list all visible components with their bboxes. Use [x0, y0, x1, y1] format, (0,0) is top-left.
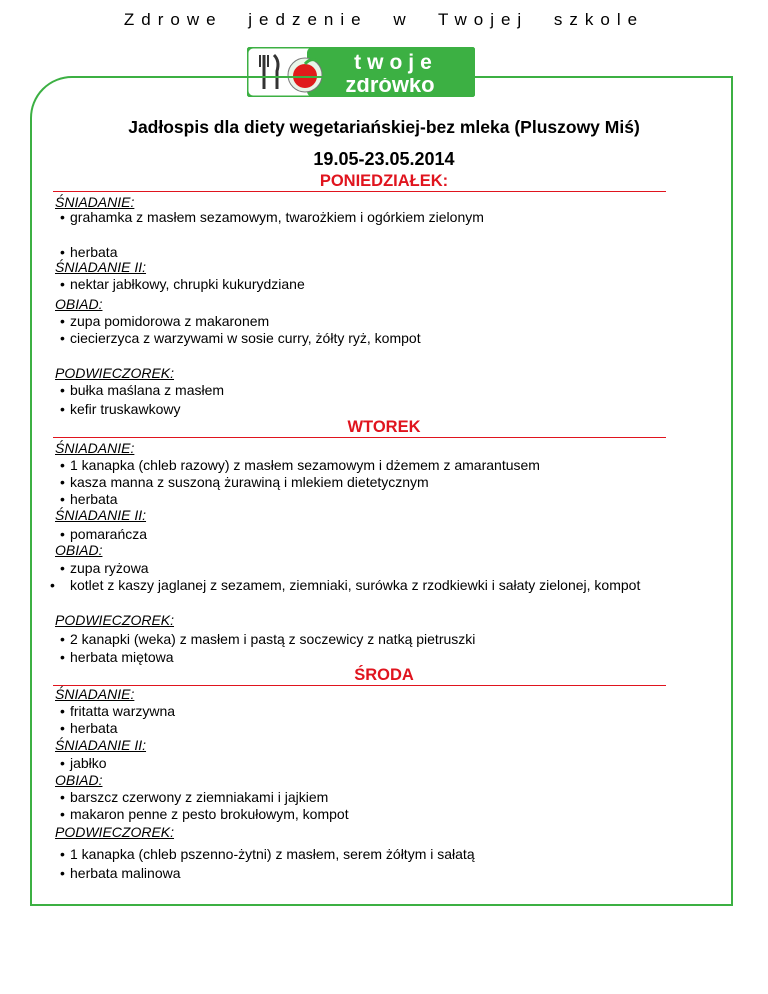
day-divider — [53, 191, 666, 192]
list-item: • herbata — [60, 244, 118, 260]
list-item: • pomarańcza — [60, 526, 148, 542]
list-item: • 2 kanapki (weka) z masłem i pastą z soczewicy z natką pietruszki — [60, 631, 476, 647]
day-heading-monday: PONIEDZIAŁEK: — [319, 172, 449, 190]
list-item: • jabłko — [60, 755, 107, 771]
list-item: • kefir truskawkowy — [60, 401, 181, 417]
list-item: • herbata malinowa — [60, 865, 181, 881]
list-item: • nektar jabłkowy, chrupki kukurydziane — [60, 276, 305, 292]
section-label: PODWIECZOREK: — [55, 824, 175, 840]
list-item: • zupa pomidorowa z makaronem — [60, 313, 270, 329]
list-item: • bułka maślana z masłem — [60, 382, 225, 398]
list-item: • herbata — [60, 720, 118, 736]
section-label: PODWIECZOREK: — [55, 612, 175, 628]
list-item: • grahamka z masłem sezamowym, twarożkiem i ogórkiem zielonym — [60, 209, 484, 225]
section-label: OBIAD: — [55, 542, 103, 558]
day-heading-wednesday: ŚRODA — [354, 666, 414, 684]
list-item: • 1 kanapka (chleb razowy) z masłem sezamowym i dżemem z amarantusem — [60, 457, 540, 473]
section-label: ŚNIADANIE II: — [55, 507, 147, 523]
list-item: • 1 kanapka (chleb pszenno-żytni) z masłem, serem żółtym i sałatą — [60, 846, 475, 862]
section-label: ŚNIADANIE: — [55, 440, 135, 456]
list-item: • barszcz czerwony z ziemniakami i jajkiem — [60, 789, 329, 805]
page-title: Jadłospis dla diety wegetariańskiej-bez mleka (Pluszowy Miś) — [128, 117, 640, 137]
section-label: PODWIECZOREK: — [55, 365, 175, 381]
day-heading-tuesday: WTOREK — [347, 418, 421, 436]
logo-text-top: twoje — [354, 51, 438, 74]
list-item: • herbata miętowa — [60, 649, 174, 665]
list-item: • kasza manna z suszoną żurawiną i mlekiem dietetycznym — [60, 474, 429, 490]
list-item: • makaron penne z pesto brokułowym, kompot — [60, 806, 349, 822]
content-frame — [30, 76, 733, 906]
section-label: ŚNIADANIE II: — [55, 737, 147, 753]
list-item: • zupa ryżowa — [60, 560, 149, 576]
section-label: ŚNIADANIE II: — [55, 259, 147, 275]
list-item: • fritatta warzywna — [60, 703, 176, 719]
header-tagline: Zdrowe jedzenie w Twojej szkole — [123, 10, 645, 29]
section-label: ŚNIADANIE: — [55, 194, 135, 210]
day-divider — [53, 437, 666, 438]
section-label: ŚNIADANIE: — [55, 686, 135, 702]
list-item: • kotlet z kaszy jaglanej z sezamem, ziemniaki, surówka z rzodkiewki i sałaty zielonej, kompot — [50, 577, 641, 593]
section-label: OBIAD: — [55, 296, 103, 312]
logo-text-bottom: zdrówko — [345, 72, 435, 97]
section-label: OBIAD: — [55, 772, 103, 788]
list-item: • ciecierzyca z warzywami w sosie curry, żółty ryż, kompot — [60, 330, 421, 346]
list-item: • herbata — [60, 491, 118, 507]
day-divider — [53, 685, 666, 686]
date-range: 19.05-23.05.2014 — [313, 149, 455, 169]
